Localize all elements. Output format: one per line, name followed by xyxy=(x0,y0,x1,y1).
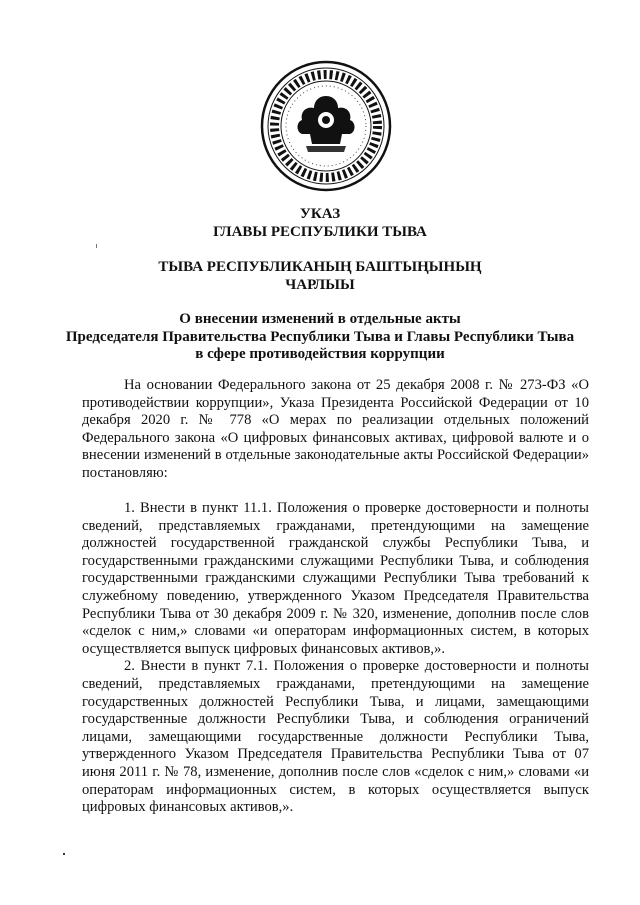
preamble-paragraph: На основании Федерального закона от 25 декабря 2008 г. № 273-ФЗ «О противодействии коррупции», Указа Президента Российской Федерации от 10 декабря 2020 г. № 778 «О мерах по реализации отдельных положений Федерального закона «О цифровых финансовых активах, цифровой валюте и о внесении изменений в отдельные законодательные акты Российской Федерации» постановляю: xyxy=(82,377,589,481)
decree-issuer: ГЛАВЫ РЕСПУБЛИКИ ТЫВА xyxy=(213,224,427,240)
coat-of-arms-emblem xyxy=(260,60,392,192)
decree-title: УКАЗ xyxy=(299,206,341,222)
preamble-block xyxy=(82,377,589,483)
decree-title-tyvan: ТЫВА РЕСПУБЛИКАНЫҢ БАШТЫҢЫНЫҢ xyxy=(158,259,482,275)
decree-title-tyvan-2: ЧАРЛЫЫ xyxy=(285,277,355,293)
decree-item-2: 2. Внести в пункт 7.1. Положения о проверке достоверности и полноты сведений, представляемых гражданами, претендующими на замещение государственных должностей Республики Тыва, и лицами, замещающими государственные должности Республики Тыва, и соблюдения ограничений лицами, замещающими государственные должности Республики Тыва, утвержденного Указом Председателя Правительства Республики Тыва от 07 июня 2011 г. № 78, изменение, дополнив после слов «сделок с ним,» словами «и операторам информационных систем, в которых осуществляется выпуск цифровых финансовых активов,». xyxy=(82,658,589,816)
decree-items xyxy=(82,500,589,817)
scan-speck xyxy=(63,853,65,855)
decree-item-1: 1. Внести в пункт 11.1. Положения о проверке достоверности и полноты сведений, представляемых гражданами, претендующими на замещение должностей государственной гражданской службы Республики Тыва, и государственными гражданскими служащими Республики Тыва, и соблюдения государственными гражданскими служащими Республики Тыва требований к служебному поведению, утвержденного Указом Председателя Правительства Республики Тыва от 30 декабря 2009 г. № 320, изменение, дополнив после слов «сделок с ним,» словами «и операторам информационных систем, в которых осуществляется выпуск цифровых финансовых активов,». xyxy=(82,500,589,657)
subject-line-2: Председателя Правительства Республики Тыва и Главы Республики Тыва xyxy=(65,329,575,345)
subject-line-3: в сфере противодействия коррупции xyxy=(195,346,445,362)
scan-mark xyxy=(96,244,97,248)
subject-line-1: О внесении изменений в отдельные акты xyxy=(179,311,461,327)
